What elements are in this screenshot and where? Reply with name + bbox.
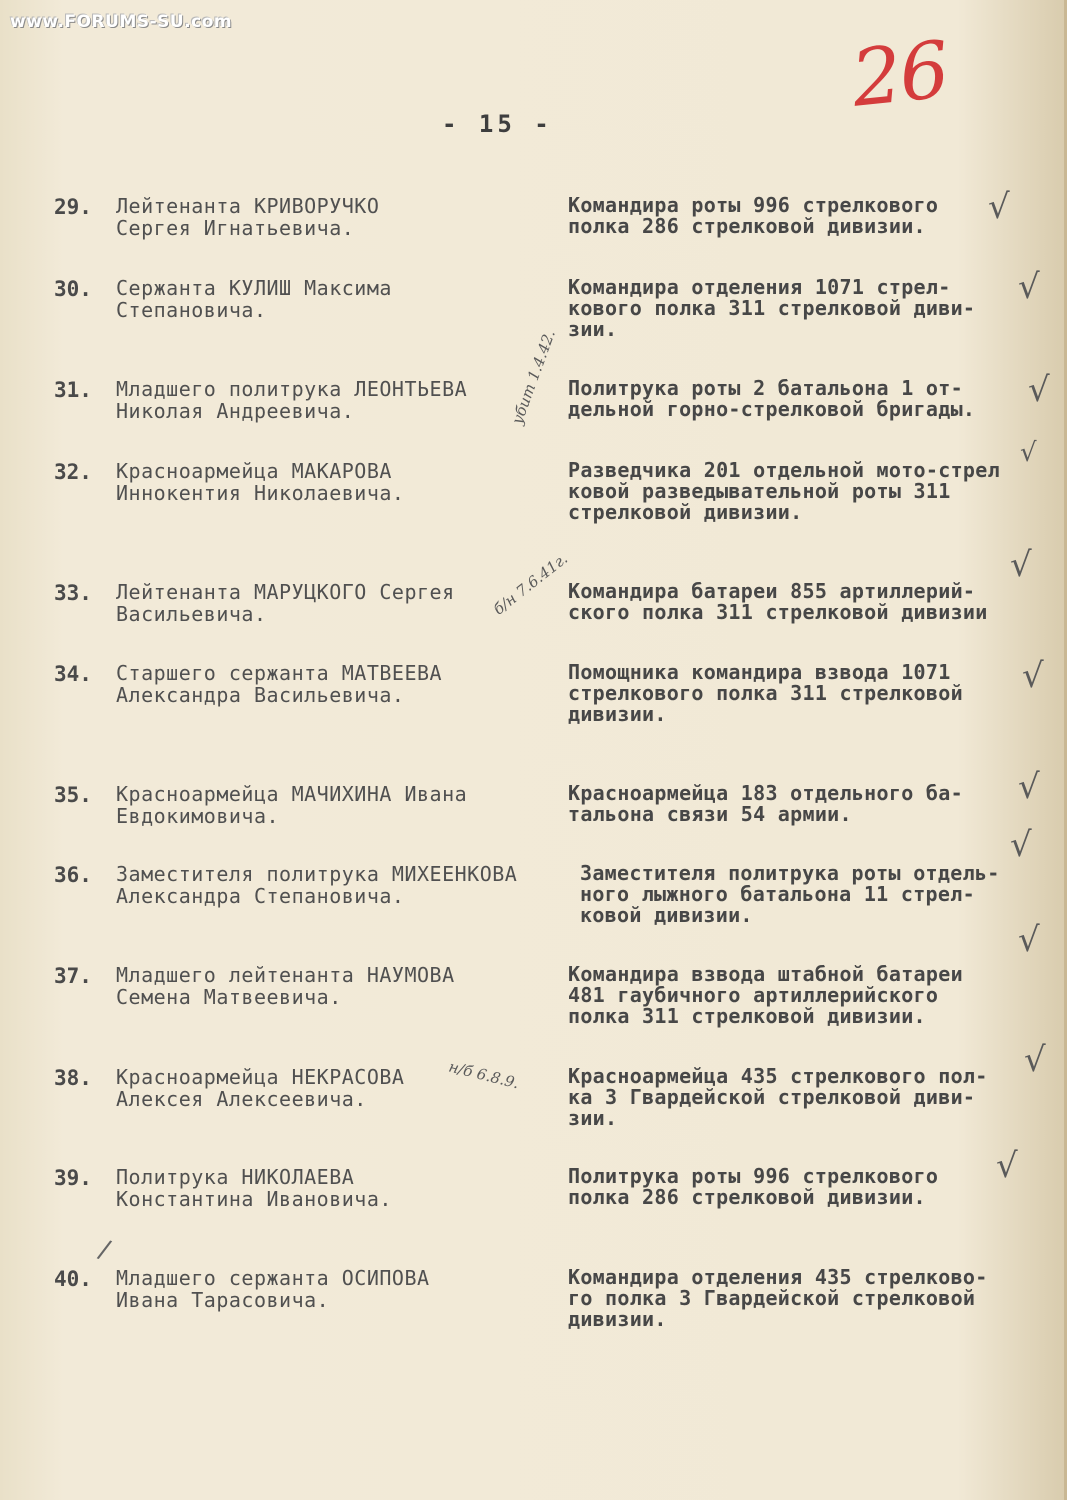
recipient-position: Командира отделения 1071 стрел- кового полка 311 стрелковой диви- зии.: [568, 275, 976, 341]
recipient-name: Красноармейца МАКАРОВА Иннокентия Николаевича.: [116, 459, 405, 505]
pencil-tick-icon: /: [95, 1234, 114, 1266]
recipient-name: Младшего лейтенанта НАУМОВА Семена Матвеевича.: [116, 963, 455, 1009]
recipient-name: Лейтенанта МАРУЦКОГО Сергея Васильевича.: [116, 580, 455, 626]
recipient-position: Командира взвода штабной батареи 481 гаубичного артиллерийского полка 311 стрелковой дивизии.: [568, 962, 963, 1028]
recipient-position: Заместителя политрука роты отдель- ного лыжного батальона 11 стрел- ковой дивизии.: [580, 861, 1000, 927]
recipient-position: Красноармейца 435 стрелкового пол- ка 3 Гвардейской стрелковой диви- зии.: [568, 1064, 988, 1130]
page-number: - 15 -: [442, 110, 553, 138]
entry-number: 40.: [54, 1267, 92, 1291]
entry-number: 35.: [54, 783, 92, 807]
entry-number: 34.: [54, 662, 92, 686]
entry-number: 31.: [54, 378, 92, 402]
entry-number: 33.: [54, 581, 92, 605]
checkmark-icon: √: [988, 187, 1010, 227]
entry-number: 39.: [54, 1166, 92, 1190]
recipient-position: Политрука роты 2 батальона 1 от- дельной горно-стрелковой бригады.: [568, 376, 976, 421]
handwritten-folio-number: 26: [847, 25, 952, 125]
recipient-position: Красноармейца 183 отдельного ба- тальона связи 54 армии.: [568, 781, 963, 826]
recipient-name: Красноармейца МАЧИХИНА Ивана Евдокимовича.: [116, 782, 468, 828]
recipient-position: Разведчика 201 отдельной мото-стрел ковой разведывательной роты 311 стрелковой дивизии.: [568, 458, 1000, 524]
recipient-position: Командира батареи 855 артиллерий- ского полка 311 стрелковой дивизии: [568, 579, 988, 624]
recipient-name: Старшего сержанта МАТВЕЕВА Александра Васильевича.: [116, 661, 443, 707]
entry-number: 32.: [54, 460, 92, 484]
entry-number: 30.: [54, 277, 92, 301]
recipient-position: Политрука роты 996 стрелкового полка 286 стрелковой дивизии.: [568, 1164, 939, 1209]
checkmark-icon: √: [1022, 656, 1044, 696]
entry-number: 37.: [54, 964, 92, 988]
checkmark-icon: √: [996, 1146, 1018, 1186]
site-watermark: www.FORUMS-SU.com: [10, 12, 233, 32]
entry-number: 38.: [54, 1066, 92, 1090]
recipient-position: Командира отделения 435 стрелково- го полка 3 Гвардейской стрелковой дивизии.: [568, 1265, 988, 1331]
recipient-name: Младшего политрука ЛЕОНТЬЕВА Николая Андреевича.: [116, 377, 468, 423]
checkmark-icon: √: [1018, 767, 1040, 807]
recipient-name: Красноармейца НЕКРАСОВА Алексея Алексеевича.: [116, 1065, 405, 1111]
recipient-position: Командира роты 996 стрелкового полка 286 стрелковой дивизии.: [568, 193, 939, 238]
checkmark-icon: √: [1018, 267, 1040, 307]
checkmark-icon: √: [1024, 1040, 1046, 1080]
recipient-name: Лейтенанта КРИВОРУЧКО Сергея Игнатьевича.: [116, 194, 380, 240]
handwritten-note: убит 1.4.42.: [508, 327, 559, 427]
recipient-name: Сержанта КУЛИШ Максима Степановича.: [116, 276, 392, 322]
entry-number: 36.: [54, 863, 92, 887]
entry-number: 29.: [54, 195, 92, 219]
recipient-name: Политрука НИКОЛАЕВА Константина Ивановича.: [116, 1165, 392, 1211]
checkmark-icon: √: [1010, 545, 1032, 585]
checkmark-icon: √: [1010, 825, 1032, 865]
recipient-position: Помощника командира взвода 1071 стрелкового полка 311 стрелковой дивизии.: [568, 660, 963, 726]
checkmark-icon: √: [1020, 438, 1037, 468]
handwritten-note: б/н 7.6.41г.: [489, 549, 572, 619]
checkmark-icon: √: [1028, 370, 1050, 410]
recipient-name: Младшего сержанта ОСИПОВА Ивана Тарасовича.: [116, 1266, 430, 1312]
recipient-name: Заместителя политрука МИХЕЕНКОВА Александра Степановича.: [116, 862, 518, 908]
checkmark-icon: √: [1018, 920, 1040, 960]
handwritten-note: н/б 6.8.9.: [446, 1057, 521, 1093]
